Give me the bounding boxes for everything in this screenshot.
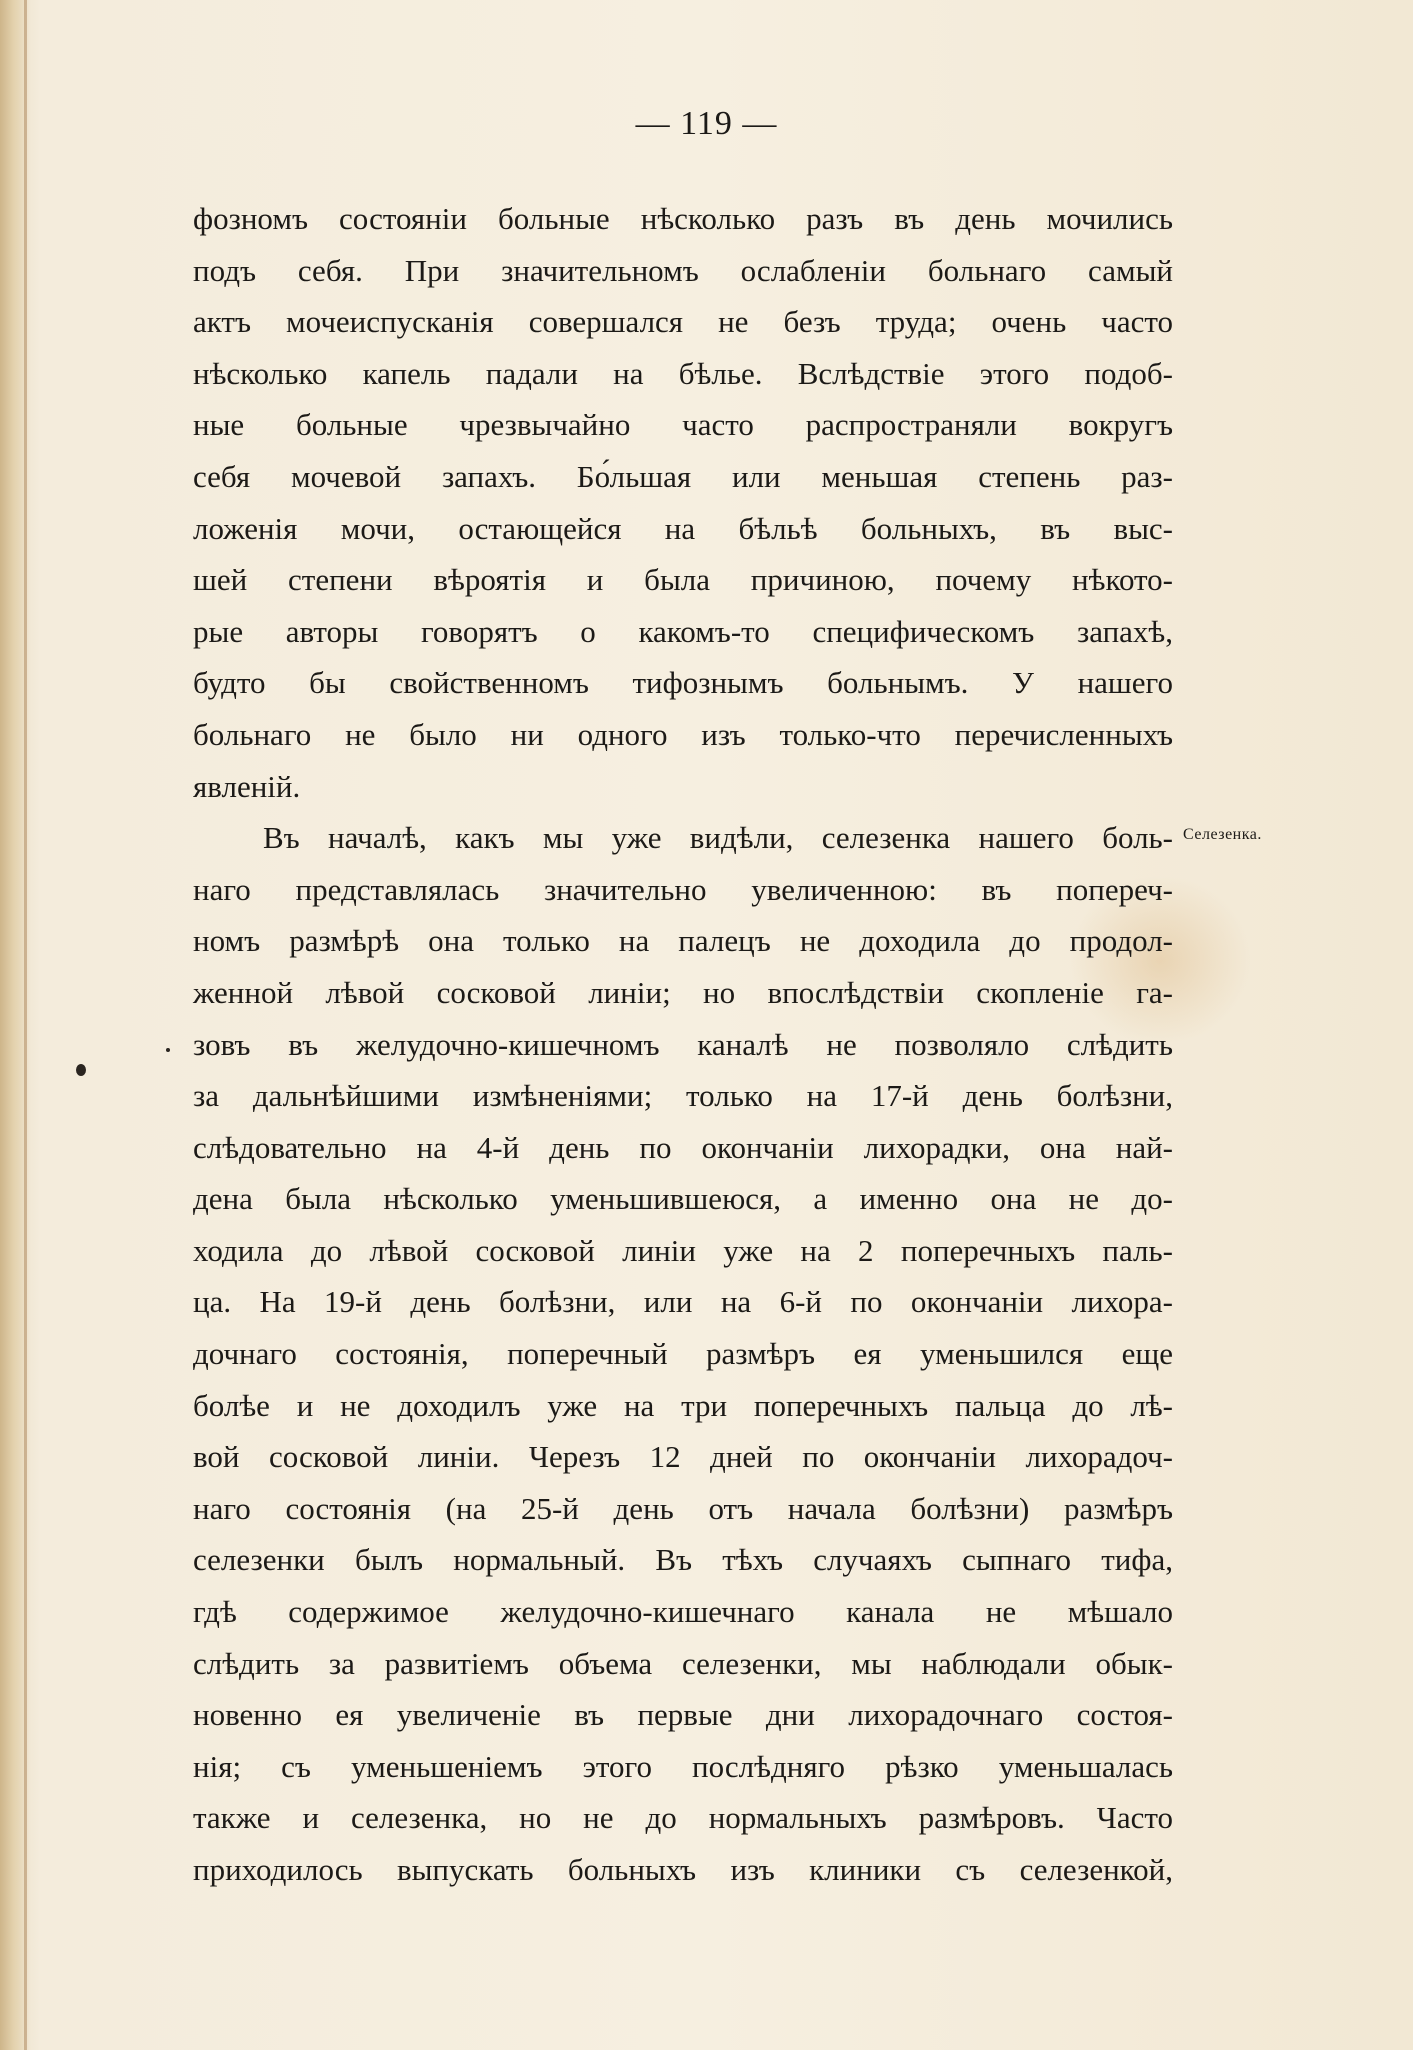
text-line: дена была нѣсколько уменьшившеюся, а именно она не до- — [193, 1181, 1173, 1217]
text-line: селезенки былъ нормальный. Въ тѣхъ случаяхъ сыпнаго тифа, — [193, 1542, 1173, 1578]
text-line: ные больные чрезвычайно часто распространяли вокругъ — [193, 407, 1173, 443]
text-line: слѣдовательно на 4-й день по окончанiи лихорадки, она най- — [193, 1129, 1173, 1165]
text-line: себя мочевой запахъ. Бо́льшая или меньшая степень раз- — [193, 458, 1173, 494]
text-line: также и селезенка, но не до нормальныхъ размѣровъ. Часто — [193, 1800, 1173, 1836]
text-line: актъ мочеиспусканiя совершался не безъ труда; очень часто — [193, 304, 1173, 340]
text-line: дочнаго состоянiя, поперечный размѣръ ея уменьшился еще — [193, 1336, 1173, 1372]
page-number: — 119 — — [635, 105, 778, 142]
text-line: ца. На 19-й день болѣзни, или на 6-й по окончанiи лихора- — [193, 1284, 1173, 1320]
text-line: явленiй. — [193, 768, 301, 804]
text-line: подъ себя. При значительномъ ослабленiи больнаго самый — [193, 252, 1173, 288]
text-line: приходилось выпускать больныхъ изъ клиники съ селезенкой, — [193, 1852, 1173, 1887]
page-margin-rule — [24, 0, 27, 2050]
text-line: наго представлялась значительно увеличенною: въ попереч- — [193, 871, 1173, 907]
text-line: гдѣ содержимое желудочно-кишечнаго канала не мѣшало — [193, 1594, 1173, 1630]
text-line: нiя; съ уменьшенiемъ этого послѣдняго рѣзко уменьшалась — [193, 1748, 1173, 1784]
text-line: шей степени вѣроятiя и была причиною, почему нѣкото- — [193, 562, 1173, 598]
text-line: новенно ея увеличенiе въ первые дни лихорадочнаго состоя- — [193, 1697, 1173, 1733]
text-line: вой сосковой линiи. Черезъ 12 дней по окончанiи лихорадоч- — [193, 1439, 1173, 1475]
text-line: рые авторы говорятъ о какомъ-то специфическомъ запахѣ, — [193, 613, 1173, 649]
text-line: номъ размѣрѣ она только на палецъ не доходила до продол- — [193, 923, 1173, 959]
text-line: слѣдить за развитiемъ объема селезенки, мы наблюдали обык- — [193, 1645, 1173, 1681]
text-line: нѣсколько капель падали на бѣлье. Вслѣдствiе этого подоб- — [193, 355, 1173, 391]
text-line: ходила до лѣвой сосковой линiи уже на 2 поперечныхъ паль- — [193, 1232, 1173, 1268]
margin-note: Селезенка. — [1183, 826, 1262, 843]
text-line: фозномъ состоянiи больные нѣсколько разъ въ день мочились — [193, 201, 1173, 236]
text-line: будто бы свойственномъ тифознымъ больнымъ. У нашего — [193, 665, 1173, 701]
text-line: болѣе и не доходилъ уже на три поперечныхъ пальца до лѣ- — [193, 1387, 1173, 1423]
text-line: ложенiя мочи, остающейся на бѣльѣ больныхъ, въ выс- — [193, 510, 1173, 546]
text-line: женной лѣвой сосковой линiи; но впослѣдствiи скопленiе га- — [193, 974, 1173, 1010]
body-text — [193, 193, 1173, 1896]
text-line: зовъ въ желудочно-кишечномъ каналѣ не позволяло слѣдить — [193, 1026, 1173, 1062]
ink-speck — [166, 1048, 170, 1052]
paragraph-first-line: Въ началѣ, какъ мы уже видѣли, селезенка нашего боль- — [263, 820, 1173, 856]
ink-speck — [76, 1064, 86, 1076]
text-line: больнаго не было ни одного изъ только-что перечисленныхъ — [193, 716, 1173, 752]
text-line: наго состоянiя (на 25-й день отъ начала болѣзни) размѣръ — [193, 1490, 1173, 1526]
text-line: за дальнѣйшими измѣненiями; только на 17-й день болѣзни, — [193, 1078, 1173, 1114]
